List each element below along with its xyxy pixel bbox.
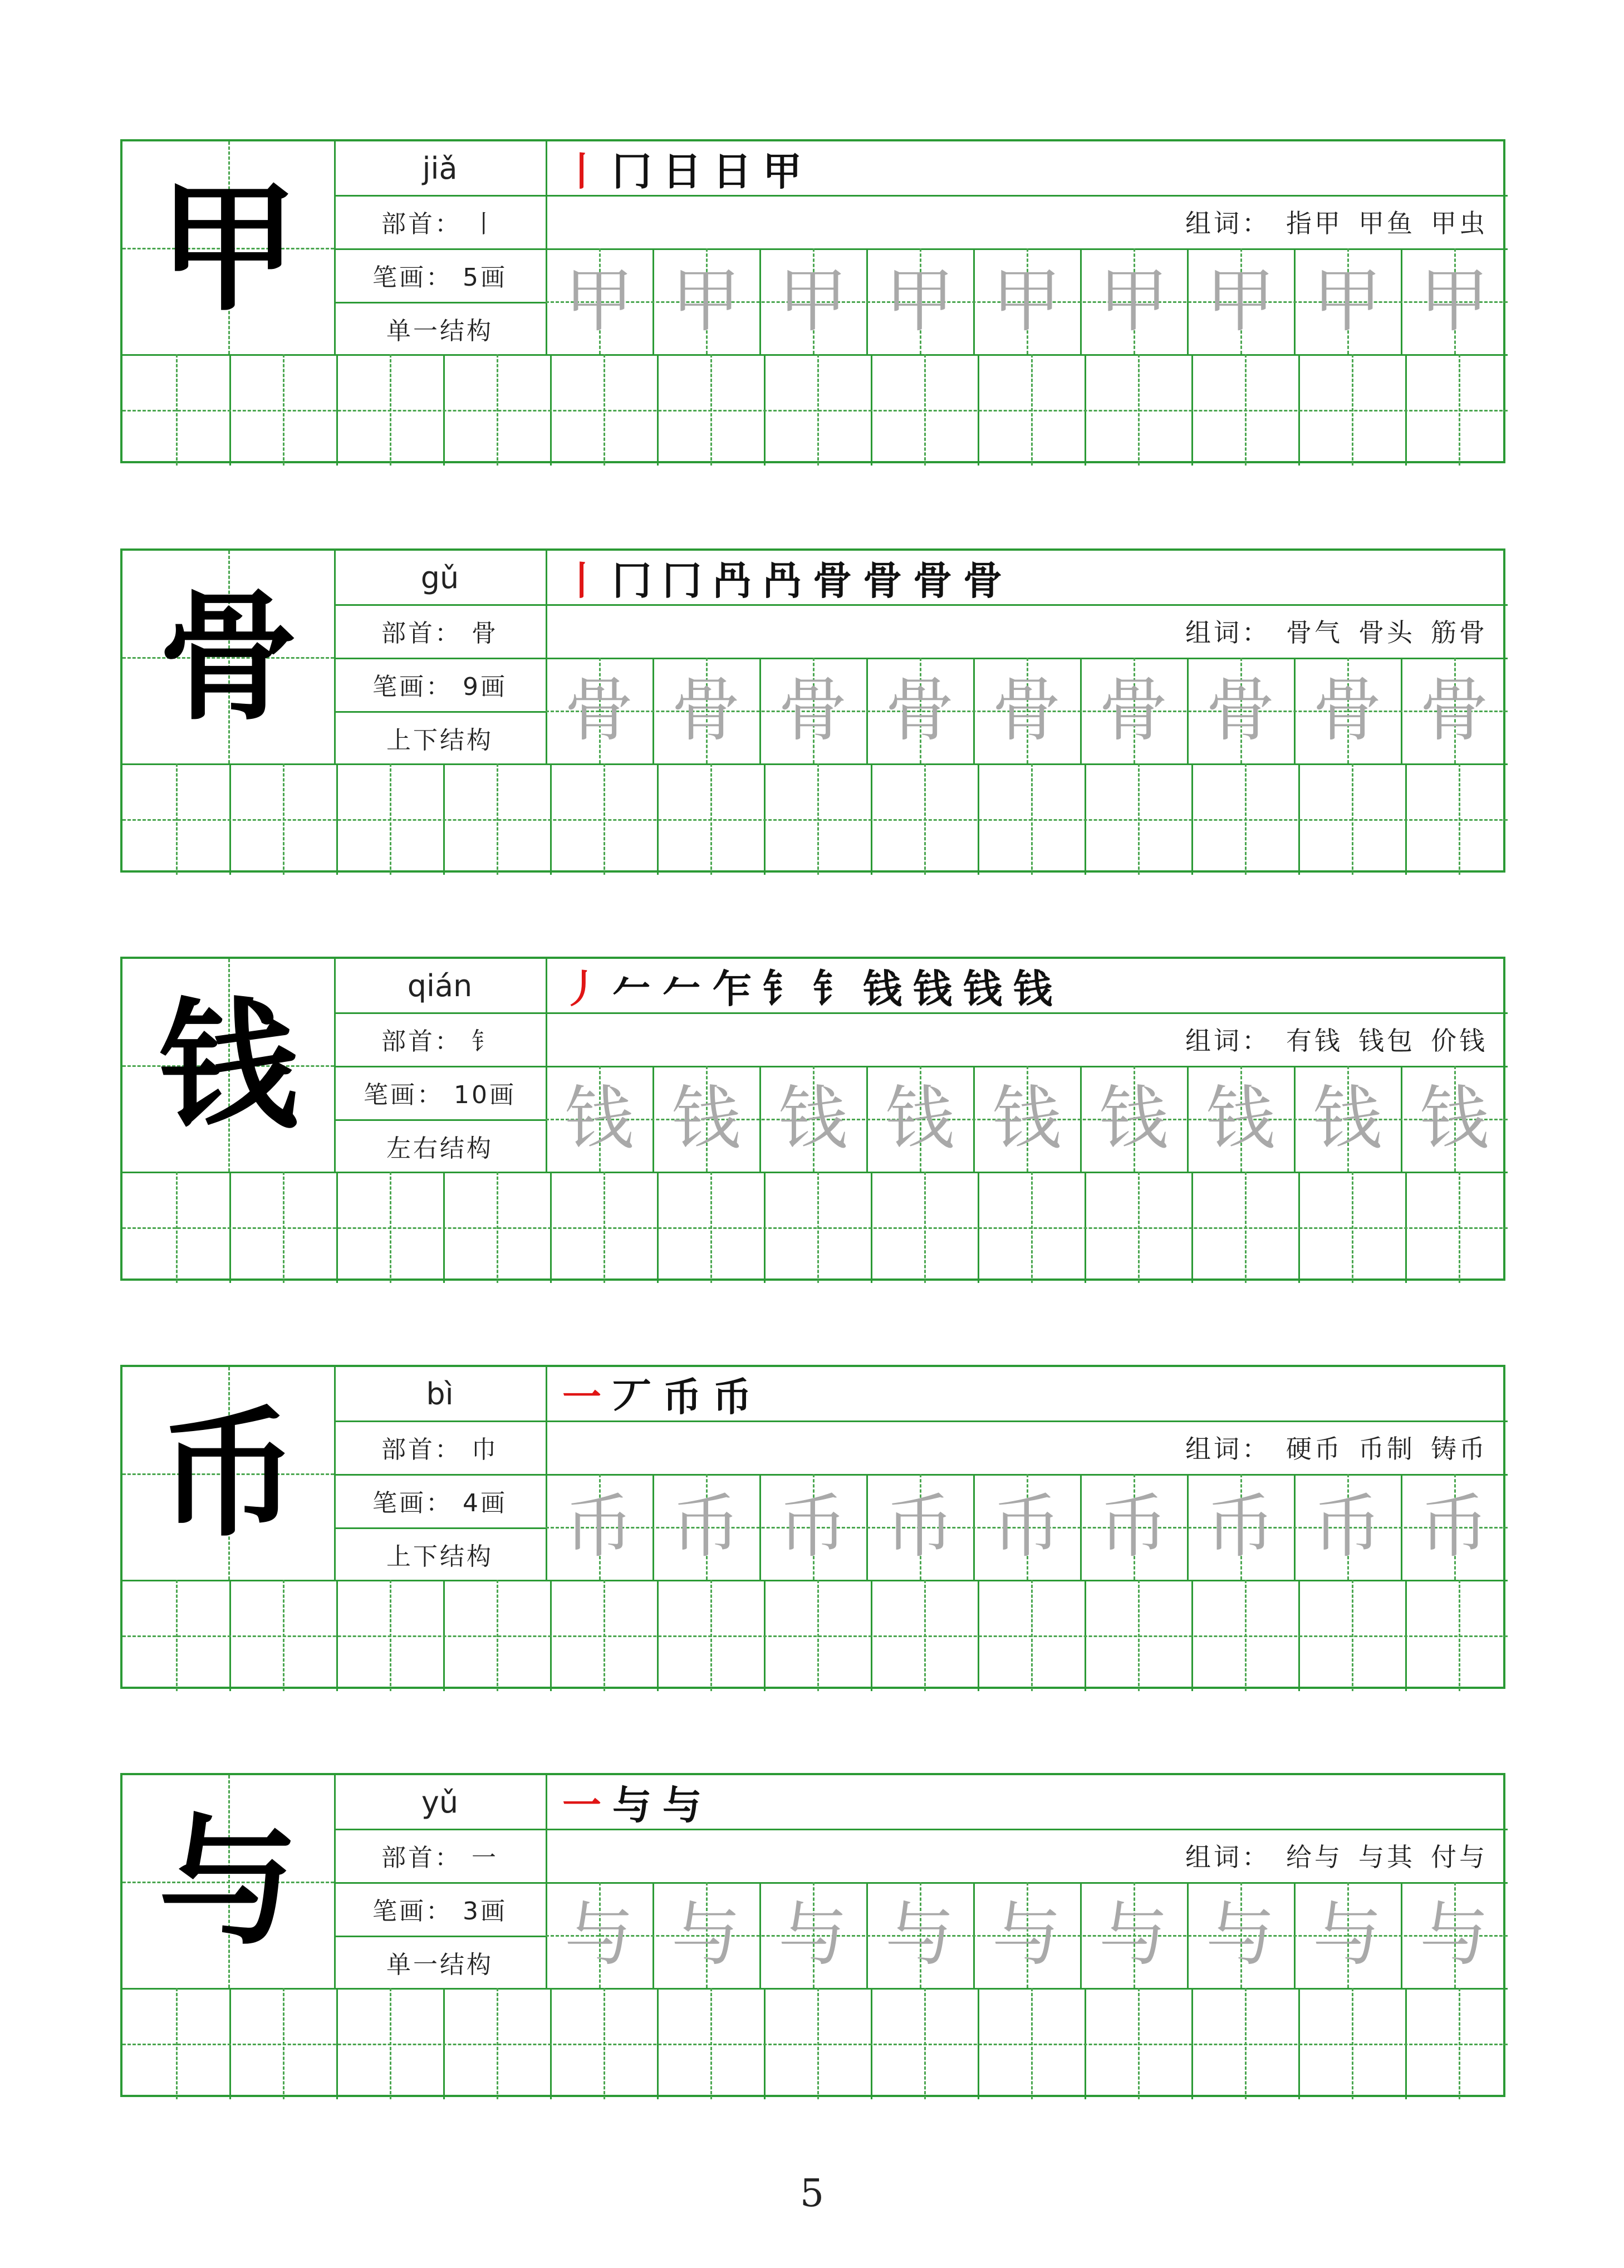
stroke-count-label: 笔画： 3画 [372,1897,507,1926]
practice-cell[interactable] [1298,356,1405,462]
structure-label: 左右结构 [386,1134,493,1163]
practice-cell[interactable] [336,1581,443,1687]
stroke-step: 骨 [813,557,852,604]
practice-cell[interactable] [550,1173,657,1279]
practice-cell[interactable] [1085,1581,1191,1687]
stroke-step: 钱 [1013,965,1052,1012]
practice-cell[interactable] [1405,356,1503,462]
trace-character[interactable]: 与 [1312,1895,1382,1975]
words-label: 组词： [1185,618,1270,648]
practice-cell[interactable] [336,356,443,462]
stroke-step: 冂 [612,148,651,194]
stroke-order [562,959,1052,1012]
trace-character[interactable]: 与 [992,1895,1061,1975]
trace-character[interactable]: 甲 [1312,261,1382,341]
trace-character[interactable]: 骨 [1205,670,1275,751]
stroke-order [562,1775,701,1829]
word-item: 价钱 [1431,1026,1488,1056]
word-item: 钱包 [1358,1026,1415,1056]
trace-character[interactable]: 币 [1098,1487,1168,1567]
stroke-step: 冂 [663,557,701,604]
radical-label: 部首： 骨 [381,619,498,648]
practice-cell[interactable] [871,1173,978,1279]
practice-cell[interactable] [978,356,1085,462]
practice-cell[interactable] [443,1990,550,2095]
trace-character[interactable]: 与 [1419,1895,1489,1975]
stroke-step: 钱 [863,965,902,1012]
trace-character[interactable]: 钱 [885,1079,954,1159]
practice-cell[interactable] [229,765,336,871]
words-label: 组词： [1185,1842,1270,1872]
practice-cell[interactable] [443,356,550,462]
trace-character[interactable]: 骨 [1312,670,1382,751]
practice-cell[interactable] [978,1173,1085,1279]
practice-cell[interactable] [229,1581,336,1687]
stroke-step: 乍 [713,965,752,1012]
stroke-step: 一 [562,1373,601,1420]
radical-label: 部首： 巾 [381,1436,498,1464]
character-card [120,1365,1505,1689]
word-item: 与其 [1358,1842,1415,1872]
practice-cell[interactable] [1405,1173,1503,1279]
word-item: 筋骨 [1431,618,1488,648]
practice-cell[interactable] [871,356,978,462]
model-character: 骨 [159,575,298,739]
practice-cell[interactable] [657,1990,764,2095]
practice-cell[interactable] [122,1581,229,1687]
model-character: 币 [159,1392,298,1555]
words-label: 组词： [1185,1026,1270,1056]
stroke-step: 丆 [612,1373,651,1420]
radical-label: 部首： 丨 [381,210,498,238]
practice-cell[interactable] [657,356,764,462]
stroke-step: 钱 [963,965,1002,1012]
word-list [1185,1420,1488,1474]
practice-cell[interactable] [764,356,871,462]
word-list [1185,1829,1488,1882]
trace-character[interactable]: 与 [671,1895,740,1975]
word-item: 骨气 [1286,618,1343,648]
trace-character[interactable]: 钱 [992,1079,1061,1159]
stroke-step: 骨 [963,557,1002,604]
stroke-order [562,1367,752,1420]
practice-cell[interactable] [336,1173,443,1279]
stroke-step: 冎 [713,557,752,604]
practice-cell[interactable] [871,765,978,871]
stroke-count-label: 笔画： 4画 [372,1489,507,1517]
practice-cell[interactable] [1191,765,1298,871]
practice-cell[interactable] [871,1581,978,1687]
character-card [120,139,1505,463]
word-list [1185,195,1488,248]
practice-cell[interactable] [1405,1581,1503,1687]
stroke-step: 骨 [863,557,902,604]
trace-character[interactable]: 钱 [564,1079,634,1159]
stroke-order [562,551,1002,604]
practice-cell[interactable] [122,765,229,871]
stroke-step: 骨 [913,557,952,604]
practice-cell[interactable] [1085,1990,1191,2095]
trace-character[interactable]: 币 [1205,1487,1275,1567]
word-item: 甲虫 [1431,208,1488,238]
practice-cell[interactable] [443,1581,550,1687]
trace-character[interactable]: 甲 [992,261,1061,341]
stroke-step: 丨 [562,148,601,194]
word-item: 甲鱼 [1358,208,1415,238]
trace-character[interactable]: 骨 [992,670,1061,751]
stroke-count-label: 笔画： 5画 [372,263,507,292]
practice-cell[interactable] [1298,1173,1405,1279]
stroke-step: 丨 [562,557,601,604]
practice-cell[interactable] [229,1173,336,1279]
trace-character[interactable]: 钱 [1419,1079,1489,1159]
practice-cell[interactable] [978,765,1085,871]
practice-cell[interactable] [1085,765,1191,871]
stroke-step: 丿 [562,965,601,1012]
practice-cell[interactable] [657,765,764,871]
model-character: 甲 [159,166,298,330]
stroke-step: 钅 [813,965,852,1012]
practice-cell[interactable] [122,1990,229,2095]
character-card [120,548,1505,873]
trace-character[interactable]: 币 [1419,1487,1489,1567]
practice-cell[interactable] [1085,1173,1191,1279]
model-character: 钱 [159,983,298,1147]
word-item: 骨头 [1358,618,1415,648]
practice-cell[interactable] [336,1990,443,2095]
structure-label: 单一结构 [386,1951,493,1979]
practice-cell[interactable] [1298,1990,1405,2095]
word-item: 铸币 [1431,1434,1488,1464]
trace-character[interactable]: 币 [671,1487,740,1567]
stroke-step: 钱 [913,965,952,1012]
stroke-step: 𠂉 [663,965,701,1012]
word-item: 硬币 [1286,1434,1343,1464]
stroke-step: 冎 [763,557,802,604]
trace-character[interactable]: 甲 [1098,261,1168,341]
trace-character[interactable]: 钱 [778,1079,847,1159]
practice-cell[interactable] [550,1990,657,2095]
word-item: 指甲 [1286,208,1343,238]
stroke-step: 与 [612,1781,651,1828]
practice-cell[interactable] [871,1990,978,2095]
pinyin: yǔ [421,1784,459,1820]
trace-character[interactable]: 甲 [564,261,634,341]
practice-cell[interactable] [1191,1990,1298,2095]
trace-character[interactable]: 币 [564,1487,634,1567]
practice-cell[interactable] [764,765,871,871]
stroke-step: 币 [713,1373,752,1420]
trace-character[interactable]: 币 [778,1487,847,1567]
trace-character[interactable]: 币 [992,1487,1061,1567]
practice-cell[interactable] [336,765,443,871]
practice-cell[interactable] [550,356,657,462]
trace-character[interactable]: 钱 [1312,1079,1382,1159]
trace-character[interactable]: 币 [1312,1487,1382,1567]
practice-cell[interactable] [1405,1990,1503,2095]
stroke-step: 甲 [763,148,802,194]
practice-cell[interactable] [122,1173,229,1279]
practice-cell[interactable] [443,1173,550,1279]
word-list [1185,604,1488,658]
structure-label: 上下结构 [386,1542,493,1571]
trace-character[interactable]: 骨 [885,670,954,751]
trace-character[interactable]: 与 [778,1895,847,1975]
practice-cell[interactable] [1191,1581,1298,1687]
structure-label: 上下结构 [386,726,493,755]
trace-character[interactable]: 骨 [1419,670,1489,751]
trace-character[interactable]: 与 [1205,1895,1275,1975]
stroke-order [562,141,802,195]
trace-character[interactable]: 骨 [564,670,634,751]
practice-cell[interactable] [657,1581,764,1687]
character-card [120,1773,1505,2097]
practice-cell[interactable] [764,1990,871,2095]
trace-character[interactable]: 骨 [778,670,847,751]
practice-cell[interactable] [550,1581,657,1687]
stroke-count-label: 笔画： 10画 [364,1081,516,1109]
practice-cell[interactable] [229,1990,336,2095]
stroke-step: 一 [562,1781,601,1828]
page-number: 5 [799,2172,825,2216]
word-item: 币制 [1358,1434,1415,1464]
trace-character[interactable]: 钱 [1098,1079,1168,1159]
trace-character[interactable]: 钱 [671,1079,740,1159]
trace-character[interactable]: 与 [885,1895,954,1975]
trace-character[interactable]: 币 [885,1487,954,1567]
trace-character[interactable]: 甲 [1205,261,1275,341]
radical-label: 部首： 钅 [381,1027,498,1056]
trace-character[interactable]: 骨 [671,670,740,751]
trace-character[interactable]: 与 [1098,1895,1168,1975]
practice-cell[interactable] [1405,765,1503,871]
trace-character[interactable]: 钱 [1205,1079,1275,1159]
practice-cell[interactable] [1298,765,1405,871]
word-list [1185,1012,1488,1066]
stroke-count-label: 笔画： 9画 [372,673,507,701]
practice-cell[interactable] [1191,1173,1298,1279]
stroke-step: 𠂉 [612,965,651,1012]
practice-cell[interactable] [122,356,229,462]
stroke-step: 钅 [763,965,802,1012]
word-item: 有钱 [1286,1026,1343,1056]
trace-character[interactable]: 骨 [1098,670,1168,751]
practice-cell[interactable] [764,1581,871,1687]
pinyin: qián [407,968,473,1003]
trace-character[interactable]: 甲 [885,261,954,341]
character-card [120,957,1505,1281]
stroke-step: 币 [663,1373,701,1420]
stroke-step: 日 [663,148,701,194]
trace-character[interactable]: 与 [564,1895,634,1975]
stroke-step: 与 [663,1781,701,1828]
practice-cell[interactable] [550,765,657,871]
practice-cell[interactable] [764,1173,871,1279]
pinyin: jiǎ [422,150,458,186]
pinyin: bì [426,1376,454,1412]
practice-cell[interactable] [1085,356,1191,462]
stroke-step: 日 [713,148,752,194]
practice-cell[interactable] [657,1173,764,1279]
words-label: 组词： [1185,208,1270,238]
practice-cell[interactable] [978,1990,1085,2095]
radical-label: 部首： 一 [381,1844,498,1872]
word-item: 给与 [1286,1842,1343,1872]
trace-character[interactable]: 甲 [1419,261,1489,341]
word-item: 付与 [1431,1842,1488,1872]
pinyin: gǔ [420,560,459,595]
stroke-step: 冂 [612,557,651,604]
practice-cell[interactable] [443,765,550,871]
practice-cell[interactable] [1298,1581,1405,1687]
model-character: 与 [159,1800,298,1963]
structure-label: 单一结构 [386,317,493,345]
practice-cell[interactable] [229,356,336,462]
words-label: 组词： [1185,1434,1270,1464]
practice-cell[interactable] [1191,356,1298,462]
trace-character[interactable]: 甲 [778,261,847,341]
trace-character[interactable]: 甲 [671,261,740,341]
practice-cell[interactable] [978,1581,1085,1687]
